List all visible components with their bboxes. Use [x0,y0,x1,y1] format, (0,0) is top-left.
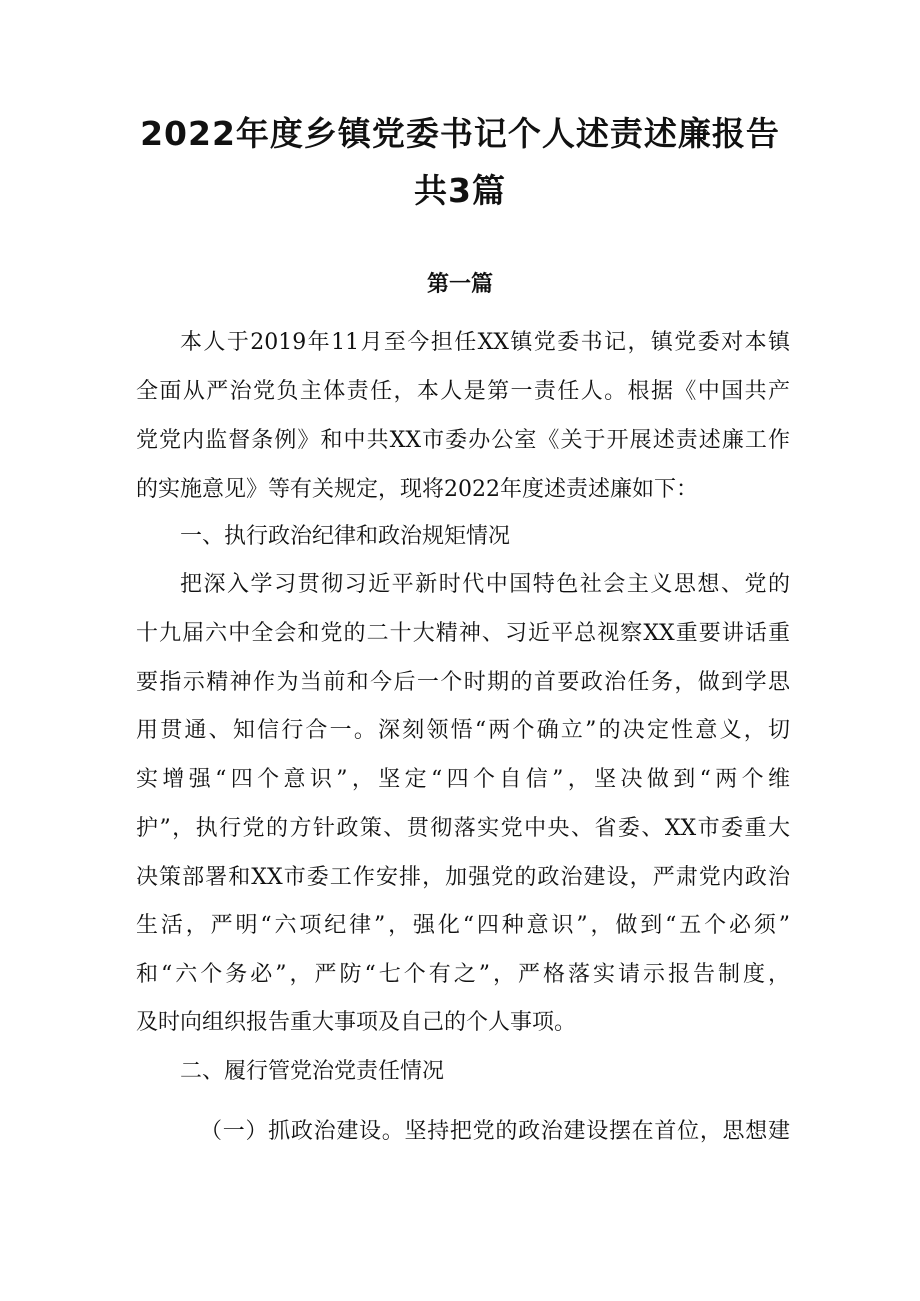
paragraph-line: （一）抓政治建设。坚持把党的政治建设摆在首位，思想建 [200,1119,790,1144]
paragraph-line: 护”，执行党的方针政策、贯彻落实党中央、省委、XX市委重大 [136,816,790,841]
document-title-line-2: 共3篇 [414,171,506,210]
heading-political-discipline: 一、执行政治纪律和政治规矩情况 [180,524,511,549]
paragraph-line: 全面从严治党负主体责任，本人是第一责任人。根据《中国共产 [136,379,790,404]
paragraph-line: 生活，严明“六项纪律”，强化“四种意识”，做到“五个必须” [136,913,790,938]
heading-party-governance: 二、履行管党治党责任情况 [180,1059,445,1084]
paragraph-line: 的实施意见》等有关规定，现将2022年度述责述廉如下： [136,477,698,502]
document-title-line-1: 2022年度乡镇党委书记个人述责述廉报告 [140,114,780,153]
paragraph-line: 决策部署和XX市委工作安排，加强党的政治建设，严肃党内政治 [136,865,790,890]
paragraph-line: 本人于2019年11月至今担任XX镇党委书记，镇党委对本镇 [180,330,790,355]
paragraph-line: 及时向组织报告重大事项及自己的个人事项。 [136,1010,577,1035]
paragraph-line: 党党内监督条例》和中共XX市委办公室《关于开展述责述廉工作 [136,428,790,453]
paragraph-line: 把深入学习贯彻习近平新时代中国特色社会主义思想、党的 [180,572,790,597]
paragraph-line: 要指示精神作为当前和今后一个时期的首要政治任务，做到学思 [136,670,790,695]
paragraph-line: 十九届六中全会和党的二十大精神、习近平总视察XX重要讲话重 [136,621,790,646]
paragraph-line: 用贯通、知信行合一。深刻领悟“两个确立”的决定性意义，切 [136,718,790,743]
section-title: 第一篇 [426,272,493,297]
paragraph-line: 实增强“四个意识”，坚定“四个自信”，坚决做到“两个维 [136,767,790,792]
paragraph-line: 和“六个务必”，严防“七个有之”，严格落实请示报告制度， [136,962,790,987]
